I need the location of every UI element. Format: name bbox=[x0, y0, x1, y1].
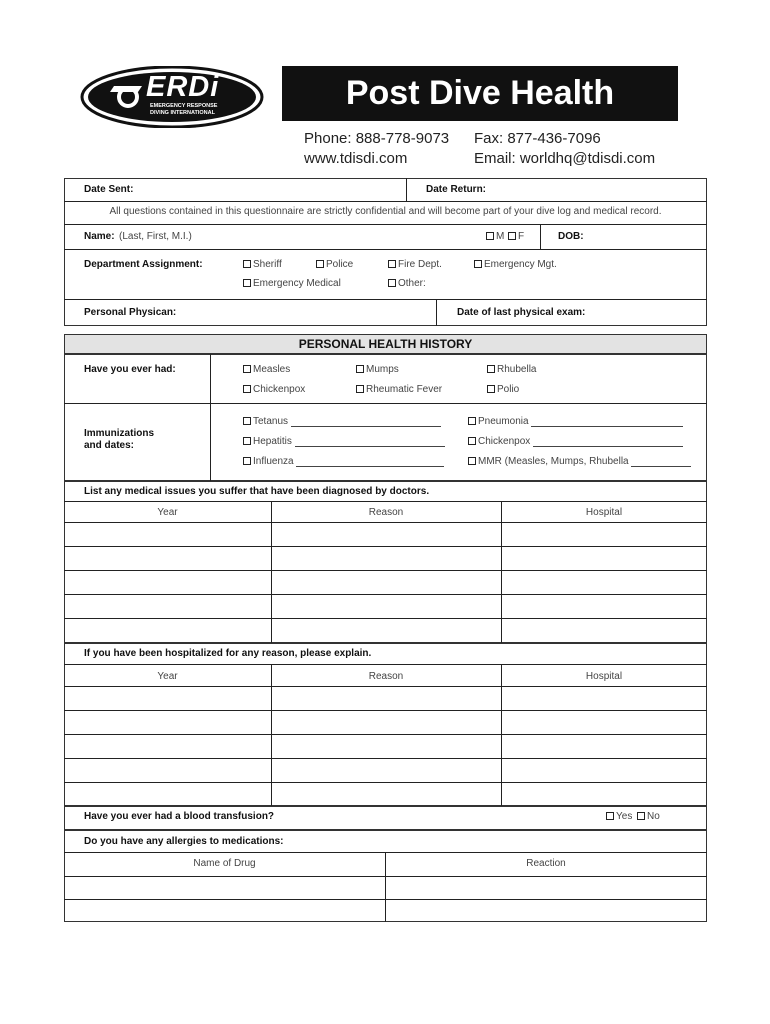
immunizations-label-dates: and dates: bbox=[84, 440, 135, 451]
sex-m-label: M bbox=[496, 231, 505, 242]
influenza-checkbox[interactable] bbox=[243, 456, 444, 467]
checkbox-icon bbox=[606, 812, 614, 820]
page-title: Post Dive Health bbox=[282, 66, 678, 121]
dob-field[interactable] bbox=[590, 226, 702, 247]
confidentiality-notice: All questions contained in this questionnaire are strictly confidential and will become part of your dive log and medical record. bbox=[109, 206, 662, 217]
checkbox-icon bbox=[243, 385, 251, 393]
phone-text: Phone: 888-778-9073 bbox=[304, 130, 450, 147]
allergies-label: Do you have any allergies to medications: bbox=[84, 836, 284, 847]
checkbox-icon bbox=[487, 365, 495, 373]
pneumonia-checkbox[interactable] bbox=[468, 416, 683, 427]
dept-option-label: Sheriff bbox=[253, 259, 282, 270]
dept-option-label: Emergency Medical bbox=[253, 278, 341, 289]
dept-fire-checkbox[interactable] bbox=[388, 259, 442, 270]
checkbox-icon bbox=[356, 385, 364, 393]
hepatitis-checkbox[interactable] bbox=[243, 436, 445, 447]
rheumatic-fever-checkbox[interactable] bbox=[356, 384, 442, 395]
dept-option-label: Emergency Mgt. bbox=[484, 259, 557, 270]
last-exam-label: Date of last physical exam: bbox=[457, 307, 586, 318]
date-return-field[interactable] bbox=[500, 180, 700, 199]
disease-label: Chickenpox bbox=[253, 384, 306, 395]
immunization-label: Hepatitis bbox=[253, 436, 292, 447]
checkbox-icon bbox=[637, 812, 645, 820]
transfusion-label: Have you ever had a blood transfusion? bbox=[84, 811, 275, 822]
checkbox-icon bbox=[388, 279, 396, 287]
checkbox-icon bbox=[243, 260, 251, 268]
mmr-date-field[interactable] bbox=[631, 466, 691, 467]
have-you-had-label: Have you ever had: bbox=[84, 364, 176, 375]
measles-checkbox[interactable] bbox=[243, 364, 290, 375]
tetanus-date-field[interactable] bbox=[291, 426, 441, 427]
checkbox-icon bbox=[243, 365, 251, 373]
department-label: Department Assignment: bbox=[84, 259, 203, 270]
section-heading-health-history: PERSONAL HEALTH HISTORY bbox=[64, 334, 707, 354]
logo-text: ERDi bbox=[146, 71, 220, 103]
disease-label: Rheumatic Fever bbox=[366, 384, 443, 395]
disease-label: Rhubella bbox=[497, 364, 537, 375]
immunization-label: Tetanus bbox=[253, 416, 289, 427]
physician-label: Personal Physican: bbox=[84, 307, 177, 318]
checkbox-icon bbox=[474, 260, 482, 268]
checkbox-icon bbox=[388, 260, 396, 268]
dept-emergency-mgt-checkbox[interactable] bbox=[474, 259, 557, 270]
col-drug: Name of Drug bbox=[193, 858, 256, 869]
dob-label: DOB: bbox=[558, 231, 584, 242]
checkbox-icon bbox=[487, 385, 495, 393]
date-sent-label: Date Sent: bbox=[84, 184, 134, 195]
chickenpox-immunization-checkbox[interactable] bbox=[468, 436, 683, 447]
disease-label: Polio bbox=[497, 384, 520, 395]
last-exam-field[interactable] bbox=[592, 301, 704, 324]
checkbox-icon bbox=[508, 232, 516, 240]
immunizations-label: Immunizations bbox=[84, 428, 155, 439]
name-hint: (Last, First, M.I.) bbox=[119, 231, 192, 242]
col-reaction: Reaction bbox=[526, 858, 566, 869]
dept-police-checkbox[interactable] bbox=[316, 259, 353, 270]
polio-checkbox[interactable] bbox=[487, 384, 519, 395]
sex-m-checkbox[interactable] bbox=[486, 231, 504, 242]
hepatitis-date-field[interactable] bbox=[295, 446, 445, 447]
immunization-label: Chickenpox bbox=[478, 436, 531, 447]
checkbox-icon bbox=[316, 260, 324, 268]
pneumonia-date-field[interactable] bbox=[531, 426, 683, 427]
checkbox-icon bbox=[468, 417, 476, 425]
dept-sheriff-checkbox[interactable] bbox=[243, 259, 282, 270]
col-reason: Reason bbox=[368, 671, 404, 682]
tetanus-checkbox[interactable] bbox=[243, 416, 441, 427]
checkbox-icon bbox=[468, 457, 476, 465]
hospitalized-label: If you have been hospitalized for any reason, please explain. bbox=[84, 648, 372, 659]
dept-option-label: Police bbox=[326, 259, 354, 270]
immunization-label: Pneumonia bbox=[478, 416, 529, 427]
immunization-label: MMR (Measles, Mumps, Rhubella bbox=[478, 456, 629, 467]
checkbox-icon bbox=[356, 365, 364, 373]
yes-label: Yes bbox=[616, 811, 633, 822]
date-return-label: Date Return: bbox=[426, 184, 487, 195]
col-year: Year bbox=[157, 671, 178, 682]
sex-f-checkbox[interactable] bbox=[508, 231, 524, 242]
checkbox-icon bbox=[243, 279, 251, 287]
checkbox-icon bbox=[243, 417, 251, 425]
physician-field[interactable] bbox=[180, 301, 430, 324]
chickenpox-checkbox[interactable] bbox=[243, 384, 305, 395]
erdi-logo bbox=[80, 66, 264, 128]
chickenpox-date-field[interactable] bbox=[533, 446, 683, 447]
name-label: Name: bbox=[84, 231, 115, 242]
email-text: Email: worldhq@tdisdi.com bbox=[474, 150, 656, 167]
col-hospital: Hospital bbox=[585, 671, 623, 682]
no-label: No bbox=[647, 811, 660, 822]
fax-text: Fax: 877-436-7096 bbox=[474, 130, 601, 147]
dept-other-checkbox[interactable] bbox=[388, 278, 426, 289]
disease-label: Mumps bbox=[366, 364, 399, 375]
name-field[interactable] bbox=[190, 226, 480, 247]
transfusion-no-checkbox[interactable] bbox=[637, 811, 660, 822]
website-text: www.tdisdi.com bbox=[304, 150, 408, 167]
checkbox-icon bbox=[486, 232, 494, 240]
col-year: Year bbox=[157, 507, 178, 518]
medical-issues-label: List any medical issues you suffer that have been diagnosed by doctors. bbox=[84, 486, 430, 497]
dept-option-label: Fire Dept. bbox=[398, 259, 442, 270]
disease-label: Measles bbox=[253, 364, 291, 375]
mumps-checkbox[interactable] bbox=[356, 364, 399, 375]
immunization-label: Influenza bbox=[253, 456, 294, 467]
logo-subtext-1: EMERGENCY RESPONSE bbox=[150, 103, 218, 109]
col-reason: Reason bbox=[368, 507, 404, 518]
checkbox-icon bbox=[243, 437, 251, 445]
rhubella-checkbox[interactable] bbox=[487, 364, 536, 375]
logo-subtext-2: DIVING INTERNATIONAL bbox=[150, 110, 215, 116]
mmr-checkbox[interactable] bbox=[468, 456, 691, 467]
influenza-date-field[interactable] bbox=[296, 466, 444, 467]
dept-emergency-medical-checkbox[interactable] bbox=[243, 278, 341, 289]
sex-f-label: F bbox=[518, 231, 525, 242]
dept-option-label: Other: bbox=[398, 278, 426, 289]
checkbox-icon bbox=[468, 437, 476, 445]
transfusion-yes-checkbox[interactable] bbox=[606, 811, 632, 822]
checkbox-icon bbox=[243, 457, 251, 465]
col-hospital: Hospital bbox=[585, 507, 623, 518]
date-sent-field[interactable] bbox=[150, 180, 400, 199]
